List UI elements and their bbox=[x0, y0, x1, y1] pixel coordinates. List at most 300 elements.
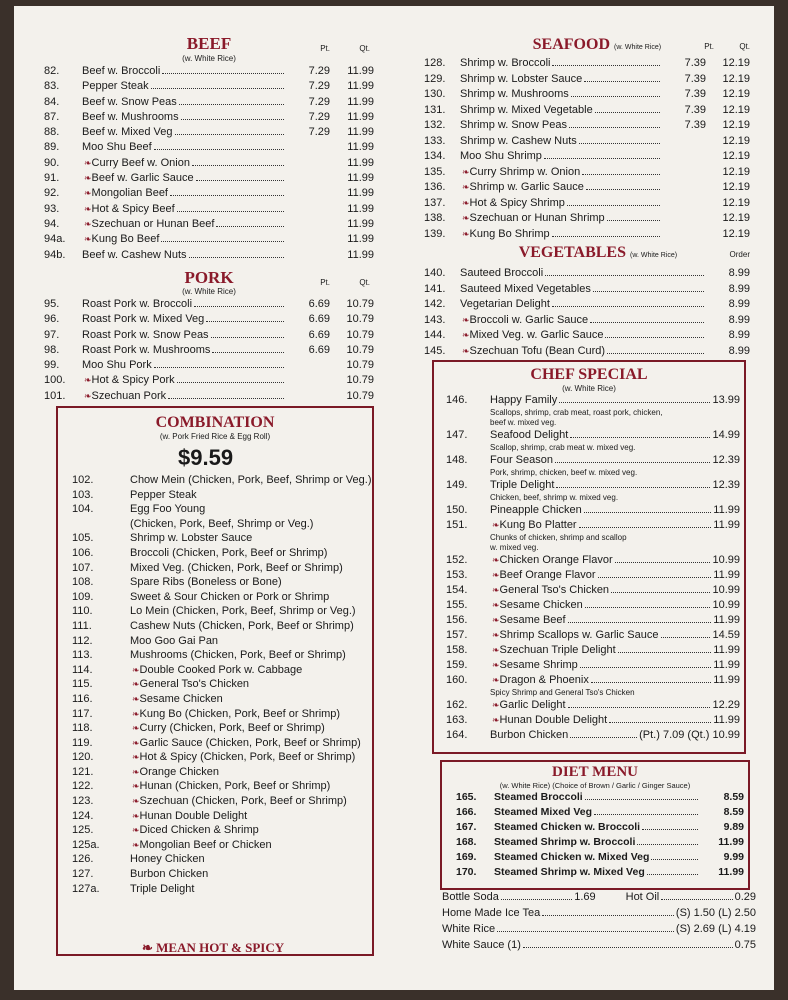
item-number: 93. bbox=[44, 202, 60, 215]
menu-item-row bbox=[72, 502, 366, 517]
item-name: Happy Family bbox=[490, 394, 558, 406]
item-number: 102. bbox=[72, 474, 94, 486]
white-sauce-label: White Sauce (1) bbox=[442, 939, 521, 951]
item-number: 130. bbox=[424, 88, 446, 100]
item-number: 170. bbox=[456, 866, 477, 878]
item-name: Mixed Veg. w. Garlic Sauce bbox=[469, 329, 604, 341]
hot-spicy-legend bbox=[142, 940, 284, 956]
dot-leader bbox=[570, 437, 710, 438]
quart-price: 14.99 bbox=[712, 429, 740, 441]
seafood-section bbox=[424, 36, 750, 242]
item-name: Moo Goo Gai Pan bbox=[130, 634, 219, 647]
pint-price: 7.29 bbox=[308, 80, 330, 93]
item-name: Double Cooked Pork w. Cabbage bbox=[139, 663, 303, 676]
dot-leader bbox=[570, 737, 637, 738]
pork-section bbox=[44, 268, 374, 404]
menu-item-row bbox=[44, 140, 374, 155]
menu-item-row bbox=[44, 328, 374, 343]
item-description: Scallops, shrimp, crab meat, roast pork, chicken, bbox=[490, 408, 663, 417]
menu-item-row bbox=[456, 790, 744, 805]
pork-qt-label: Qt. bbox=[359, 278, 370, 287]
dot-leader bbox=[637, 844, 698, 845]
chili-icon: ❧ bbox=[84, 390, 92, 401]
dot-leader bbox=[154, 367, 284, 368]
item-name: Curry Beef w. Onion bbox=[91, 156, 190, 169]
item-name: Moo Shu Beef bbox=[82, 141, 152, 154]
item-name: Four Season bbox=[490, 454, 553, 466]
pint-price: 7.29 bbox=[308, 95, 330, 108]
menu-item-row bbox=[72, 779, 366, 794]
item-name: Triple Delight bbox=[490, 479, 555, 491]
item-number: 84. bbox=[44, 95, 60, 108]
dot-leader bbox=[170, 195, 284, 196]
seafood-list bbox=[424, 56, 750, 242]
item-number: 112. bbox=[72, 634, 93, 647]
menu-item-row bbox=[44, 217, 374, 232]
item-number: 125a. bbox=[72, 838, 100, 851]
item-number: 164. bbox=[446, 729, 468, 741]
quart-price: 8.99 bbox=[728, 267, 750, 279]
item-name: Beef w. Mushrooms bbox=[82, 110, 179, 123]
dot-leader bbox=[585, 607, 711, 608]
item-name: Moo Shu Pork bbox=[82, 359, 152, 372]
menu-item-row bbox=[446, 453, 740, 468]
quart-price: 12.19 bbox=[722, 212, 750, 224]
quart-price: 11.99 bbox=[713, 644, 740, 656]
item-name: Sesame Chicken bbox=[499, 599, 583, 611]
chef-special-title: CHEF SPECIAL bbox=[530, 366, 648, 383]
item-name: Sweet & Sour Chicken or Pork or Shrimp bbox=[130, 590, 330, 603]
dot-leader bbox=[647, 874, 698, 875]
pint-price: 7.29 bbox=[308, 126, 330, 139]
dot-leader bbox=[615, 562, 711, 563]
menu-item-row bbox=[424, 56, 750, 72]
pork-list bbox=[44, 297, 374, 404]
quart-price: 11.99 bbox=[713, 504, 740, 516]
dot-leader bbox=[162, 73, 284, 74]
quart-price: 10.99 bbox=[712, 554, 740, 566]
item-name: Pepper Steak bbox=[130, 488, 197, 501]
item-number: 109. bbox=[72, 590, 94, 603]
dot-leader bbox=[192, 165, 284, 166]
item-name: Sauteed Mixed Vegetables bbox=[460, 282, 591, 295]
menu-item-row bbox=[72, 736, 366, 751]
item-name: Burbon Chicken bbox=[490, 729, 569, 741]
item-number: 148. bbox=[446, 454, 468, 466]
item-name: Vegetarian Delight bbox=[460, 298, 550, 310]
chili-icon: ❧ bbox=[492, 715, 500, 725]
quart-price: 11.99 bbox=[347, 126, 374, 139]
dot-leader bbox=[618, 652, 712, 653]
quart-price: 12.29 bbox=[712, 699, 740, 711]
quart-price: 10.79 bbox=[346, 374, 374, 387]
item-number: 127a. bbox=[72, 882, 100, 895]
item-number: 83. bbox=[44, 80, 60, 93]
hot-oil-price: 0.29 bbox=[734, 891, 756, 903]
pint-price: 7.39 bbox=[684, 119, 706, 131]
menu-item-row bbox=[446, 553, 740, 568]
item-number: 140. bbox=[424, 267, 446, 279]
item-name: Szechuan or Hunan Shrimp bbox=[469, 212, 605, 224]
item-description: Pork, shrimp, chicken, beef w. mixed veg. bbox=[490, 468, 638, 477]
diet-menu-box bbox=[440, 760, 750, 890]
quart-price: 10.79 bbox=[346, 359, 374, 372]
chili-icon: ❧ bbox=[492, 660, 500, 670]
item-description: Spicy Shrimp and General Tso's Chicken bbox=[490, 688, 635, 697]
item-number: 108. bbox=[72, 576, 94, 589]
menu-item-row bbox=[446, 428, 740, 443]
menu-item-row bbox=[72, 707, 366, 722]
menu-item-row bbox=[72, 692, 366, 707]
quart-price: 10.79 bbox=[346, 389, 374, 402]
item-number: 117. bbox=[72, 707, 93, 720]
dot-leader bbox=[607, 220, 660, 221]
dot-leader bbox=[571, 96, 660, 97]
item-number: 121. bbox=[72, 765, 94, 778]
item-number: 137. bbox=[424, 196, 446, 209]
quart-price: 12.19 bbox=[722, 119, 750, 131]
soda-price: 1.69 bbox=[574, 891, 596, 903]
item-number: 125. bbox=[72, 824, 94, 837]
dot-leader bbox=[598, 577, 712, 578]
quart-price: 12.19 bbox=[722, 72, 750, 85]
seafood-title: SEAFOOD bbox=[532, 36, 610, 53]
item-name: Kung Bo Beef bbox=[91, 233, 160, 246]
item-number: 111. bbox=[72, 619, 92, 632]
chili-icon: ❧ bbox=[84, 203, 92, 214]
item-number: 103. bbox=[72, 488, 94, 501]
menu-item-row bbox=[456, 820, 744, 835]
quart-price: 11.99 bbox=[713, 614, 740, 626]
item-number: 139. bbox=[424, 227, 446, 240]
vegetables-list bbox=[424, 266, 750, 359]
pint-price: 6.69 bbox=[308, 343, 330, 356]
menu-item-row bbox=[424, 211, 750, 227]
dot-leader bbox=[559, 402, 710, 403]
menu-item-row bbox=[446, 713, 740, 728]
quart-price: 11.99 bbox=[718, 836, 744, 848]
item-name: Orange Chicken bbox=[139, 765, 220, 778]
item-number: 100. bbox=[44, 374, 66, 387]
menu-item-row bbox=[424, 103, 750, 119]
item-name: Chicken Orange Flavor bbox=[499, 554, 613, 566]
menu-item-row bbox=[72, 619, 366, 634]
dot-leader bbox=[651, 859, 698, 860]
item-number: 82. bbox=[44, 65, 60, 77]
combination-box bbox=[56, 406, 374, 956]
item-number: 126. bbox=[72, 853, 94, 866]
quart-price: 8.59 bbox=[723, 791, 744, 803]
dot-leader bbox=[586, 189, 660, 190]
menu-item-row bbox=[72, 867, 366, 882]
item-number: 124. bbox=[72, 809, 94, 822]
dot-leader bbox=[661, 637, 711, 638]
item-name: Sauteed Broccoli bbox=[460, 267, 544, 279]
item-number: 127. bbox=[72, 868, 94, 881]
item-number: 94. bbox=[44, 217, 60, 230]
chili-icon: ❧ bbox=[492, 615, 500, 625]
menu-item-row bbox=[44, 232, 374, 247]
menu-item-row bbox=[44, 389, 374, 404]
item-name: Hunan (Chicken, Pork, Beef or Shrimp) bbox=[139, 780, 331, 793]
menu-item-row bbox=[72, 852, 366, 867]
item-number: 116. bbox=[72, 692, 93, 705]
menu-item-row bbox=[72, 604, 366, 619]
menu-item-row bbox=[72, 809, 366, 824]
menu-item-row bbox=[44, 343, 374, 358]
item-name: Mongolian Beef or Chicken bbox=[139, 838, 272, 851]
seafood-subtitle: (w. White Rice) bbox=[614, 44, 662, 51]
chili-icon: ❧ bbox=[132, 693, 140, 704]
menu-item-row bbox=[424, 149, 750, 165]
item-name: Hot & Spicy Pork bbox=[91, 374, 175, 387]
chili-icon: ❧ bbox=[462, 330, 470, 340]
dot-leader bbox=[545, 275, 704, 276]
item-name: Steamed Mixed Veg bbox=[494, 806, 593, 818]
item-number: 95. bbox=[44, 298, 60, 310]
dot-leader bbox=[609, 722, 711, 723]
quart-price: 12.19 bbox=[722, 134, 750, 147]
pork-subtitle: (w. White Rice) bbox=[182, 287, 236, 296]
item-name: Steamed Chicken w. Mixed Veg bbox=[494, 851, 650, 863]
item-name: Diced Chicken & Shrimp bbox=[139, 824, 259, 837]
chili-icon: ❧ bbox=[462, 314, 470, 325]
quart-price: 11.99 bbox=[347, 202, 374, 215]
dot-leader bbox=[567, 205, 660, 206]
menu-item-row bbox=[72, 677, 366, 692]
menu-item-row bbox=[72, 517, 366, 532]
extras-section bbox=[442, 890, 756, 954]
chili-icon: ❧ bbox=[492, 520, 500, 530]
menu-item-row bbox=[44, 186, 374, 201]
dot-leader bbox=[642, 829, 698, 830]
menu-item-row bbox=[446, 503, 740, 518]
item-number: 91. bbox=[44, 172, 60, 185]
item-number: 98. bbox=[44, 343, 60, 356]
dot-leader bbox=[591, 682, 711, 683]
item-name: Hot & Spicy Shrimp bbox=[469, 196, 565, 209]
menu-item-row bbox=[44, 248, 374, 263]
item-number: 123. bbox=[72, 795, 94, 808]
menu-item-row bbox=[72, 765, 366, 780]
quart-price: 11.99 bbox=[347, 248, 374, 261]
item-name: Roast Pork w. Mushrooms bbox=[82, 343, 211, 356]
menu-item-row bbox=[72, 590, 366, 605]
item-name: Roast Pork w. Mixed Veg bbox=[82, 313, 205, 326]
pint-price: 7.39 bbox=[684, 72, 706, 85]
item-number: 129. bbox=[424, 72, 446, 85]
quart-price: 10.99 bbox=[712, 584, 740, 596]
quart-price: 10.79 bbox=[346, 298, 374, 310]
menu-item-row bbox=[424, 165, 750, 181]
seafood-qt-label: Qt. bbox=[739, 42, 750, 51]
quart-price: 11.99 bbox=[347, 141, 374, 154]
dot-leader bbox=[607, 353, 704, 354]
dot-leader bbox=[181, 119, 284, 120]
menu-item-row bbox=[72, 838, 366, 853]
item-name: Hunan Double Delight bbox=[139, 809, 248, 822]
chili-icon: ❧ bbox=[132, 679, 140, 690]
item-name: Szechuan Pork bbox=[91, 389, 167, 402]
menu-item-row bbox=[424, 344, 750, 360]
item-number: 135. bbox=[424, 165, 446, 178]
menu-item-row bbox=[424, 313, 750, 329]
chili-icon: ❧ bbox=[132, 708, 140, 719]
menu-item-row bbox=[446, 698, 740, 713]
dot-leader bbox=[552, 65, 660, 66]
diet-menu-subtitle: (w. White Rice) (Choice of Brown / Garlic / Ginger Sauce) bbox=[499, 781, 691, 790]
menu-item-row bbox=[446, 728, 740, 743]
quart-price: 11.99 bbox=[347, 233, 374, 246]
chili-icon: ❧ bbox=[462, 197, 470, 208]
quart-price: 8.59 bbox=[723, 806, 744, 818]
chili-icon: ❧ bbox=[132, 796, 140, 807]
menu-item-row bbox=[446, 658, 740, 673]
dot-leader bbox=[595, 112, 660, 113]
menu-item-row bbox=[446, 598, 740, 613]
quart-price: 11.99 bbox=[713, 714, 740, 726]
quart-price: 10.79 bbox=[346, 328, 374, 341]
dot-leader bbox=[552, 306, 704, 307]
menu-item-row bbox=[446, 568, 740, 583]
item-number: 133. bbox=[424, 134, 446, 147]
item-name: Mongolian Beef bbox=[91, 187, 168, 200]
menu-item-row bbox=[446, 673, 740, 688]
chef-special-subtitle: (w. White Rice) bbox=[562, 384, 616, 393]
item-name: Szechuan or Hunan Beef bbox=[91, 217, 215, 230]
item-number: 169. bbox=[456, 851, 477, 863]
dot-leader bbox=[161, 241, 284, 242]
item-name: Steamed Broccoli bbox=[494, 791, 583, 803]
menu-item-row bbox=[44, 312, 374, 327]
item-number: 120. bbox=[72, 751, 94, 764]
menu-item-row bbox=[44, 95, 374, 110]
item-number: 119. bbox=[72, 736, 93, 749]
item-name: Beef w. Garlic Sauce bbox=[91, 172, 194, 185]
menu-item-row bbox=[424, 227, 750, 243]
item-name: Shrimp w. Garlic Sauce bbox=[469, 181, 584, 193]
combination-title: COMBINATION bbox=[155, 414, 275, 431]
vegetables-order-label: Order bbox=[729, 250, 750, 259]
soda-label: Bottle Soda bbox=[442, 891, 499, 903]
white-rice-label: White Rice bbox=[442, 923, 496, 935]
menu-item-row bbox=[44, 358, 374, 373]
quart-price: 11.99 bbox=[713, 519, 740, 531]
dot-leader bbox=[168, 398, 284, 399]
beef-title: BEEF bbox=[186, 34, 232, 53]
dot-leader bbox=[611, 592, 710, 593]
menu-item-row bbox=[424, 328, 750, 344]
menu-item-row bbox=[424, 118, 750, 134]
vegetables-title: VEGETABLES bbox=[518, 244, 626, 261]
item-name: General Tso's Chicken bbox=[139, 678, 250, 691]
item-number: 88. bbox=[44, 126, 60, 139]
item-name: Curry Shrimp w. Onion bbox=[469, 165, 581, 178]
item-name: Triple Delight bbox=[130, 882, 195, 895]
item-name: Broccoli w. Garlic Sauce bbox=[469, 313, 589, 326]
item-number: 154. bbox=[446, 584, 468, 596]
dot-leader bbox=[154, 149, 284, 150]
item-number: 138. bbox=[424, 212, 446, 224]
menu-item-row bbox=[72, 663, 366, 678]
menu-item-row bbox=[44, 373, 374, 388]
item-name: Roast Pork w. Snow Peas bbox=[82, 328, 209, 341]
item-number: 94a. bbox=[44, 233, 66, 246]
item-name: Beef w. Broccoli bbox=[82, 65, 161, 77]
item-number: 157. bbox=[446, 629, 468, 641]
dot-leader bbox=[579, 143, 660, 144]
item-number: 96. bbox=[44, 313, 60, 326]
beef-section bbox=[44, 34, 374, 263]
quart-price: 12.19 bbox=[722, 181, 750, 193]
item-number: 156. bbox=[446, 614, 468, 626]
white-sauce-price: 0.75 bbox=[734, 939, 756, 951]
menu-item-row bbox=[72, 488, 366, 503]
item-name: Steamed Shrimp w. Mixed Veg bbox=[494, 866, 645, 878]
item-name: Shrimp w. Snow Peas bbox=[460, 119, 567, 131]
item-name: Sesame Chicken bbox=[139, 692, 223, 705]
chili-icon: ❧ bbox=[132, 664, 140, 675]
quart-price: 9.99 bbox=[723, 851, 744, 863]
chili-icon: ❧ bbox=[132, 723, 140, 734]
menu-item-row bbox=[424, 87, 750, 103]
dot-leader bbox=[194, 306, 284, 307]
chili-icon: ❧ bbox=[132, 766, 140, 777]
item-name: Kung Bo (Chicken, Pork, Beef or Shrimp) bbox=[139, 707, 341, 720]
item-name: Dragon & Phoenix bbox=[499, 674, 589, 686]
item-number: 144. bbox=[424, 329, 446, 341]
beef-qt-label: Qt. bbox=[359, 44, 370, 53]
item-name: General Tso's Chicken bbox=[499, 584, 610, 596]
item-name: Shrimp w. Broccoli bbox=[460, 57, 551, 69]
dot-leader bbox=[579, 527, 712, 528]
dot-leader bbox=[552, 236, 660, 237]
chili-icon: ❧ bbox=[132, 825, 140, 836]
chili-icon: ❧ bbox=[84, 234, 92, 245]
menu-item-row bbox=[424, 134, 750, 150]
dot-leader bbox=[206, 321, 284, 322]
item-description: beef w. mixed veg. bbox=[490, 418, 557, 427]
quart-price: 11.99 bbox=[713, 569, 740, 581]
legend-text: MEAN HOT & SPICY bbox=[156, 940, 285, 955]
pint-price: 7.29 bbox=[308, 110, 330, 123]
item-number: 115. bbox=[72, 678, 93, 691]
white-rice-price: (S) 2.69 (L) 4.19 bbox=[675, 923, 756, 935]
item-number: 151. bbox=[446, 519, 468, 531]
pint-price: 7.29 bbox=[308, 65, 330, 77]
menu-item-row bbox=[446, 613, 740, 628]
quart-price: 11.99 bbox=[347, 95, 374, 108]
quart-price: 11.99 bbox=[713, 674, 740, 686]
item-number: 101. bbox=[44, 389, 66, 402]
item-name: Hot & Spicy Beef bbox=[91, 202, 175, 215]
chili-icon: ❧ bbox=[492, 675, 500, 685]
item-name: Seafood Delight bbox=[490, 429, 569, 441]
item-number: 128. bbox=[424, 57, 446, 69]
quart-price: 11.99 bbox=[347, 110, 374, 123]
menu-item-row bbox=[72, 721, 366, 736]
chef-special-box bbox=[432, 360, 746, 754]
item-name: Shrimp w. Mixed Vegetable bbox=[460, 103, 593, 116]
item-name: Beef w. Cashew Nuts bbox=[82, 248, 187, 261]
item-number: 132. bbox=[424, 119, 446, 131]
vegetables-subtitle: (w. White Rice) bbox=[630, 252, 678, 259]
menu-item-row bbox=[456, 865, 744, 880]
dot-leader bbox=[177, 382, 284, 383]
item-number: 107. bbox=[72, 561, 94, 574]
pint-price: 7.39 bbox=[684, 103, 706, 116]
chef-special-list bbox=[434, 393, 744, 743]
